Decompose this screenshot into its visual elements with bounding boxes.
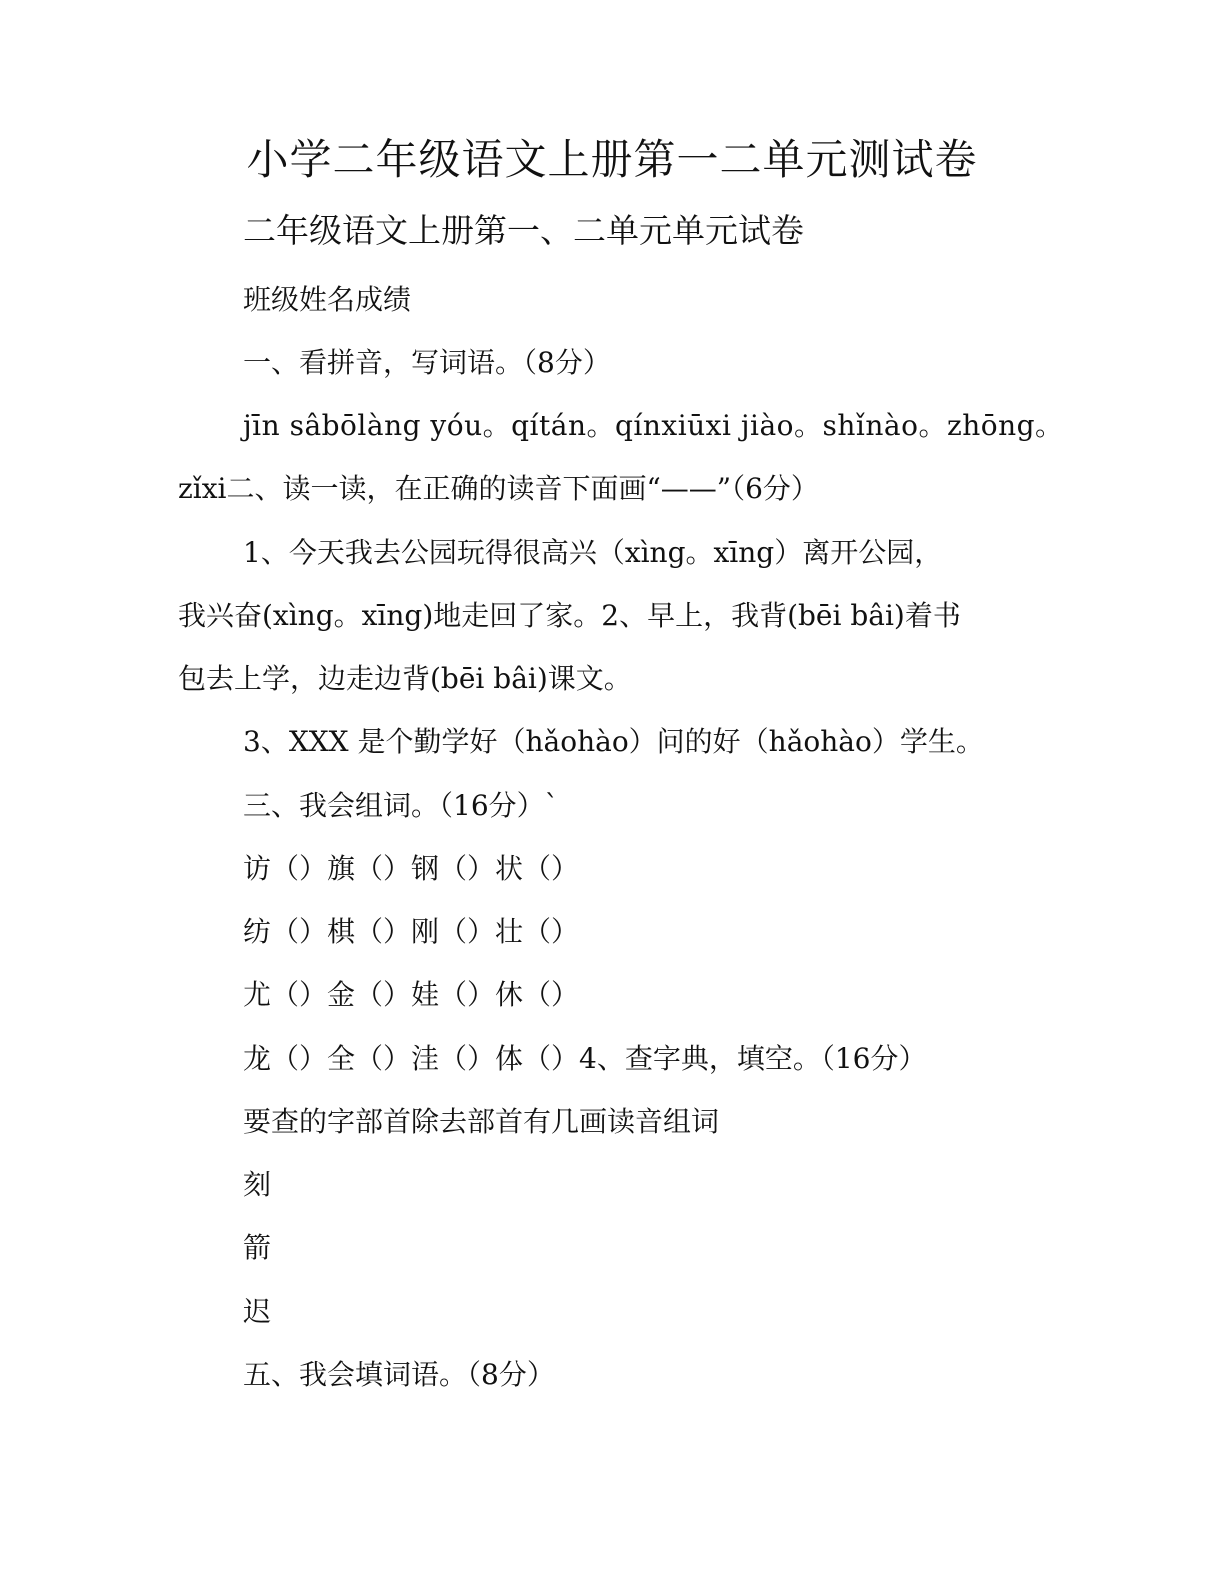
word-group-row-3: 尤（）金（）娃（）休（） [243, 978, 580, 1011]
section-5-heading: 五、我会填词语。（8分） [243, 1358, 555, 1391]
word-group-row-1: 访（）旗（）钢（）状（） [243, 852, 580, 885]
dictionary-char-3: 迟 [243, 1295, 272, 1328]
word-group-row-4: 龙（）全（）洼（）体（）4、查字典，填空。（16分） [243, 1042, 927, 1075]
section-1-heading: 一、看拼音，写词语。（8分） [243, 346, 611, 379]
section-2-heading: zǐxi二、读一读，在正确的读音下面画“——”（6分） [178, 472, 819, 505]
pinyin-line-1: jīn sâbōlàng yóu。qítán。qínxiūxi jiào。shǐnào。zhōng。 [243, 409, 1064, 442]
dictionary-table-header: 要查的字部首除去部首有几画读音组词 [243, 1105, 720, 1138]
question-2-3: 3、XXX 是个勤学好（hǎohào）问的好（hǎohào）学生。 [243, 725, 984, 758]
question-2-1: 1、今天我去公园玩得很高兴（xìng。xīng）离开公园， [243, 536, 943, 569]
class-name-score-line: 班级姓名成绩 [243, 283, 412, 316]
word-group-row-2: 纺（）棋（）刚（）壮（） [243, 915, 580, 948]
question-2-1-continued: 我兴奋(xìng。xīng)地走回了家。2、早上，我背(bēi bâi)着书 [178, 599, 961, 632]
document-subtitle: 二年级语文上册第一、二单元单元试卷 [243, 211, 804, 250]
document-title: 小学二年级语文上册第一二单元测试卷 [246, 135, 978, 184]
question-2-2-continued: 包去上学，边走边背(bēi bâi)课文。 [178, 662, 632, 695]
section-3-heading: 三、我会组词。（16分）` [243, 789, 559, 822]
dictionary-char-1: 刻 [243, 1168, 272, 1201]
dictionary-char-2: 箭 [243, 1231, 272, 1264]
